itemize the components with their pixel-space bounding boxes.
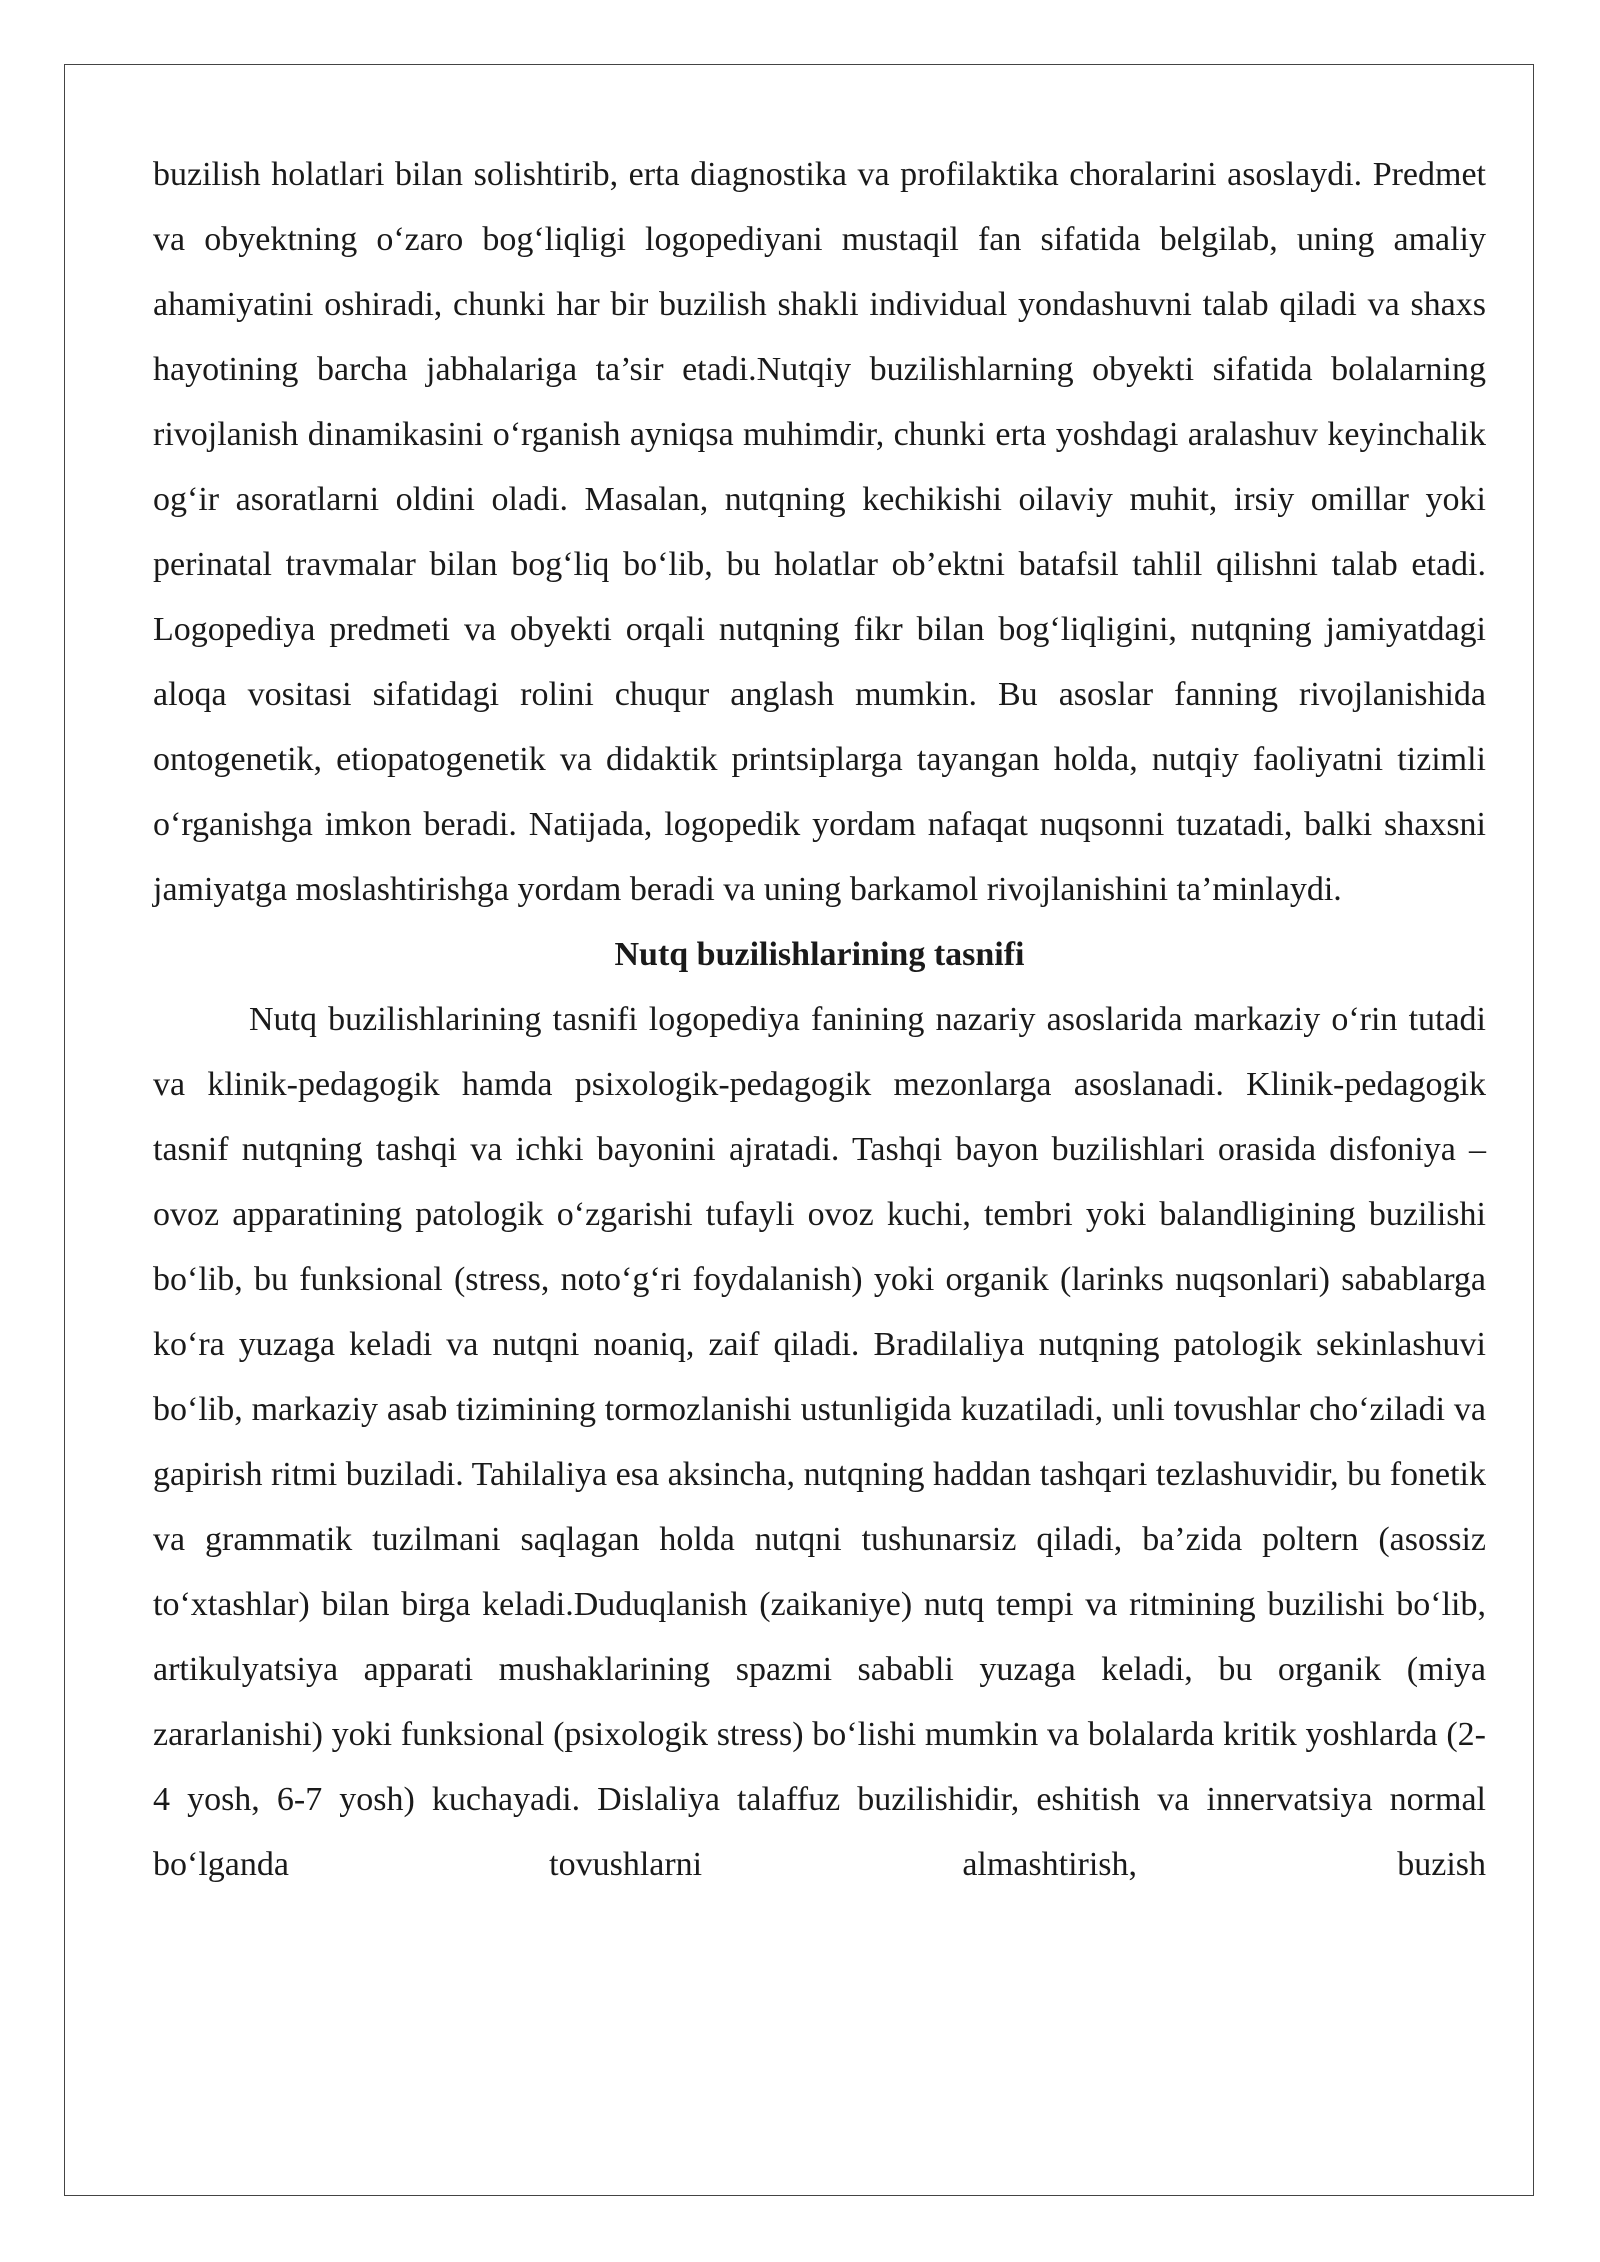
body-paragraph: buzilish holatlari bilan solishtirib, erta diagnostika va profilaktika choralarini asoslaydi. Predmet va obyektning o‘zaro bog‘liqligi logopediyani mustaqil fan sifatida belgilab, uning amaliy ahamiyatini oshiradi, chunki har bir buzilish shakli individual yondashuvni talab qiladi va shaxs hayotining barcha jabhalariga ta’sir etadi.Nutqiy buzilishlarning obyekti sifatida bolalarning rivojlanish dinamikasini o‘rganish ayniqsa muhimdir, chunki erta yoshdagi aralashuv keyinchalik og‘ir asoratlarni oldini oladi. Masalan, nutqning kechikishi oilaviy muhit, irsiy omillar yoki perinatal travmalar bilan bog‘liq bo‘lib, bu holatlar ob’ektni batafsil tahlil qilishni talab etadi. Logopediya predmeti va obyekti orqali nutqning fikr bilan bog‘liqligini, nutqning jamiyatdagi aloqa vositasi sifatidagi rolini chuqur anglash mumkin. Bu asoslar fanning rivojlanishida ontogenetik, etiopatogenetik va didaktik printsiplarga tayangan holda, nutqiy faoliyatni tizimli o‘rganishga imkon beradi. Natijada, logopedik yordam nafaqat nuqsonni tuzatadi, balki shaxsni jamiyatga moslashtirishga yordam beradi va uning barkamol rivojlanishini ta’minlaydi. [153, 156, 1486, 908]
body-paragraph: Nutq buzilishlarining tasnifi logopediya fanining nazariy asoslarida markaziy o‘rin tutadi va klinik-pedagogik hamda psixologik-pedagogik mezonlarga asoslanadi. Klinik-pedagogik tasnif nutqning tashqi va ichki bayonini ajratadi. Tashqi bayon buzilishlari orasida disfoniya – ovoz apparatining patologik o‘zgarishi tufayli ovoz kuchi, tembri yoki balandligining buzilishi bo‘lib, bu funksional (stress, noto‘g‘ri foydalanish) yoki organik (larinks nuqsonlari) sabablarga ko‘ra yuzaga keladi va nutqni noaniq, zaif qiladi. Bradilaliya nutqning patologik sekinlashuvi bo‘lib, markaziy asab tizimining tormozlanishi ustunligida kuzatiladi, unli tovushlar cho‘ziladi va gapirish ritmi buziladi. Tahilaliya esa aksincha, nutqning haddan tashqari tezlashuvidir, bu fonetik va grammatik tuzilmani saqlagan holda nutqni tushunarsiz qiladi, ba’zida poltern (asossiz to‘xtashlar) bilan birga keladi.Duduqlanish (zaikaniye) nutq tempi va ritmining buzilishi bo‘lib, artikulyatsiya apparati mushaklarining spazmi sababli yuzaga keladi, bu organik (miya zararlanishi) yoki funksional (psixologik stress) bo‘lishi mumkin va bolalarda kritik yoshlarda (2-4 yosh, 6-7 yosh) kuchayadi. Dislaliya talaffuz buzilishidir, eshitish va innervatsiya normal bo‘lganda tovushlarni almashtirish, buzish [153, 1001, 1486, 1883]
section-heading: Nutq buzilishlarining tasnifi [614, 936, 1025, 973]
document-body [153, 142, 1486, 1897]
